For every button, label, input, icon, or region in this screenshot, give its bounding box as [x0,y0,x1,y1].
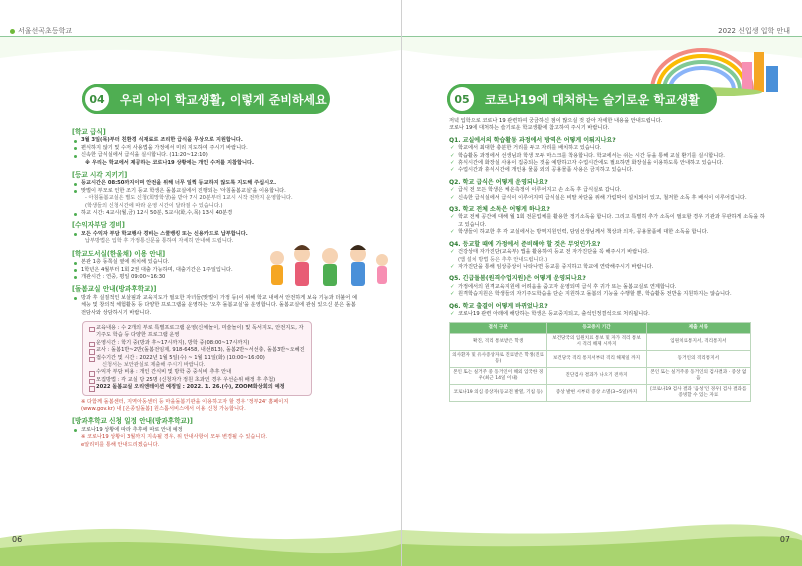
section-title: 우리 아이 학교생활, 이렇게 준비하세요 [120,92,327,107]
header-rule [402,36,802,37]
table-header: 결석 구분 [450,323,547,334]
qa-answer: ✓ 코로나19 관련 아래에 해당하는 학생은 등교중지되고, 출석인정결석으로 처리됩니다. [449,311,769,318]
qa-answer: ✓ 급식 전 모든 학생은 체온측정이 이루어지고 손 소독 후 급식실로 갑니다. [449,187,769,194]
care-warning: ※ 다함께 돌봄센터, 지역아동센터 등 마을돌봄기관을 이용하고자 할 경우 '정부24' 홈페이지 [81,398,289,405]
care-box-row: 모집방법 : 각 교실 당 25명 (신청자가 정원 초과인 경우 우선순위 배정 후 추첨) [88,377,306,384]
table-row [450,385,751,402]
attendance-table [449,322,751,402]
qa-answer: ✓ 수업시간과 휴식시간에 개인용 물품 외의 공용물품 사용은 금지하고 있습니다. [449,167,769,174]
section-number: 05 [447,84,477,114]
table-cell: 증상 발현 시부터 증상 소멸(3~5일)까지 [547,385,646,402]
afterschool-heading: [방과후학교 신청 일정 안내(방과후학교)] [72,417,193,426]
care-box-row: 2022 돌봄교실 오리엔테이션 예정일 : 2022. 1. 26.(수), ZOOM화상회의 예정 [88,384,306,391]
qa-answer: ✓ 학교 전체 공간에 대해 월 1회 전문업체를 활용한 정기소독을 합니다. 그리고 특별히 추가 소독이 필요할 경우 기관과 무관하게 소독을 하고 있습니다. [449,214,769,229]
guide-title: 2022 신입생 입학 안내 [718,27,790,35]
care-heading: [돌봄교실 안내(방과후학교)] [72,285,157,294]
library-item: 1학년은 4월부터 1회 2권 대출 가능하며, 대출기간은 1주일입니다. [72,267,357,274]
page-number: 07 [779,535,790,544]
afterschool-item: 코로나19 상황에 따라 추후에 따로 안내 예정 [72,427,357,434]
section-title-pill [82,84,330,114]
library-heading: [학교도서실(한울채) 이용 안내] [72,249,166,258]
qa-answer: ✓ 건강상태 자가진단(교육부) 앱을 활용하여 등교 전 자가진단을 꼭 해주시기 바랍니다. [449,249,769,256]
care-box-row: 접수기간 및 시간 : 2022년 1월 5일(수) ~ 1월 11일(화) (10:00~16:00) [88,355,306,362]
care-warning: (www.gov.kr) 내 [온종일돌봄] 원스톱서비스에서 이용 신청 가능합니다. [81,406,246,412]
table-row [450,351,751,368]
lunch-heading: [학교 급식] [72,128,106,136]
table-cell: 코로나19 의심 증상자(등교전 발열, 기침 등) [450,385,547,402]
table-cell: 본인 또는 실거주중 동거인의 검사결과 · 증상 없음 [646,368,750,385]
bullet-dot-icon [10,29,15,34]
afterschool-warning: ※ 코로나19 상황이 3월까지 지속될 경우, 위 안내사항이 모두 변경될 수 있습니다. [81,434,268,441]
qa-answer: ✓ 신속한 급식실에서 급식이 이루어지며 급식실은 비말 차단을 위해 가림막이 설치되어 있고, 철저한 소독 후 배식이 이루어집니다. [449,195,769,202]
fees-item: 납부방법은 입학 후 가정통신문을 통하여 자세히 안내해 드립니다. [85,238,234,245]
qa-answer: ✓ 학습활동 과정에서 선생님과 학생 모두 마스크를 착용합니다. 학교에서는 쉬는 시간 등을 통해 교실 환기를 실시합니다. [449,153,769,160]
arrival-sub: - 아침돌봄교실은 별도 신청(희망학생)을 받아 7시 20분부터 1교시 시작 전까지 운영합니다. [85,195,293,202]
care-box-row: 운영시간 : 학기 중(방과 후~17시까지), 방학 중(08:00~17시까지) [88,340,306,347]
table-cell: 본인 또는 실거주 중 동거인이 해외 입국한 경우(최근 14일 이내) [450,368,547,385]
right-content [449,118,769,402]
care-info-box [82,321,312,396]
qa-answer-note: (앱 설치 방법 등은 추후 안내드립니다.) [458,256,548,263]
qa-question: Q2. 학교 급식은 어떻게 운영되나요? [449,178,548,186]
section-number: 04 [82,84,112,114]
table-cell: 보건당국의 입원치료 통보 및 자가 격리 통보 시 격리 해제 시까지 [547,334,646,351]
qa-answer: ✓ 자가진단을 통해 임상증상이 나타나면 등교를 중지하고 학교에 연락해주시기 바랍니다. [449,264,769,271]
qa-question: Q6. 학교 출결이 어떻게 바뀌었나요? [449,302,548,310]
lunch-note: ※ 우리는 학교에서 제공하는 코로나19 상황에는 개인 수저를 지참합니다. [85,159,254,166]
table-cell: 확진, 격리 통보받은 학생 [450,334,547,351]
library-item: 본관 1층 동쪽실 옆에 위치해 있습니다. [72,259,357,266]
qa-answer: ✓ 휴식시간에 화장실 사용이 집중되는 것을 예방하고자 수업시간에도 필요하면 화장실을 이용하도록 안내하고 있습니다. [449,160,769,167]
section-title: 코로나19에 대처하는 슬기로운 학교생활 [485,92,700,107]
intro-line: 코로나 19에 대처하는 슬기로운 학교생활에 참고하여 주시기 바랍니다. [449,125,610,132]
school-name-text: 서울선곡초등학교 [18,27,73,35]
qa-answer: ✓ 학교에서 최대한 충분한 거리를 두고 자리를 배치하고 있습니다. [449,145,769,152]
arrival-item [72,180,357,187]
table-cell: 동거인의 격리통지서 [646,351,750,368]
qa-answer: ✓ 학생들이 하교한 후 각 교실에서는 방역지원인력, 담임선생님께서 책상과 의자, 공용물품에 대한 소독을 합니다. [449,229,769,236]
fees-heading: [수익자부담 경비] [72,221,125,230]
arrival-item-text: 등교시간은 08:50까지이며 안전을 위해 너무 일찍 등교하지 않도록 지도해 주십시오. [81,180,277,187]
table-header: 등교중지 기간 [547,323,646,334]
grass-decoration [0,508,401,566]
care-box-sub: 신청서는 보안관실로 제출해 주시기 바랍니다. [102,361,206,368]
lunch-item: 신속한 급식실에서 급식을 실시합니다. (11:20~12:10) [72,152,357,159]
qa-answer: ✓ 가정에서의 원격교육지원에 어려움을 줌고자 운영되며 급식 후 귀가 또는 돌봄교실로 연계합니다. [449,284,769,291]
afterschool-warning: e알리미를 통해 안내드리겠습니다. [81,441,160,448]
lunch-item: 편식하지 않기 및 수저 사용법을 가정에서 미리 지도하여 주시기 바랍니다. [72,145,357,152]
right-page [401,0,802,566]
table-cell: 의사환자 및 유사증상자로 진료받은 학생(진료 등) [450,351,547,368]
table-header: 제출 서류 [646,323,750,334]
qa-question: Q5. 긴급돌봄(원격수업지원)은 어떻게 운영되나요? [449,275,586,283]
section-title-pill [447,84,717,114]
header-rule [0,36,401,37]
qa-question: Q3. 학교 전체 소독은 어떻게 하나요? [449,206,550,214]
care-box-row: 수익자 부담 비용 : 개인 간식비 및 방학 중 중식비 추후 안내 [88,369,306,376]
qa-question: Q4. 등교할 때에 가정에서 준비해야 할 것은 무엇인가요? [449,240,601,248]
table-row [450,334,751,351]
school-name [10,26,72,36]
grass-decoration [402,508,802,566]
arrival-item: 맞벌이 부모로 인한 조기 등교 학생은 돌봄교실에서 진행되는 '아침돌봄교실'을 이용합니다. [72,188,357,195]
arrival-heading: [등교 시각 지키기] [72,171,128,180]
care-item: 방과 후 실질적인 보살핌과 교육지도가 필요한 자녀들(맞벌이 가정 등)이 위해 학교 내에서 안전하게 보육 기능과 더불어 예체능 및 창의적 체험활동 등 다양한 프로그램을 운영하는 '오후 돌봄교실'을 운영합니다. 돌봄교실에 관심 있으신 분은 돌봄 전담사와 상담하시기 바랍니다. [72,295,357,317]
care-box-row: 교육내용 : 수 2개의 부로 특별프로그램 운영(신체놀이, 미술놀이) 및 독서지도, 안전지도, 자기주도 학습 등 다양한 프로그램 운영 [88,325,306,340]
fees-item-text: 모든 수익자 부담 학교행사 경비는 스쿨뱅킹 또는 신용카드로 납부합니다. [81,230,248,237]
table-row [450,368,751,385]
children-illustration [262,232,392,302]
qa-question: Q1. 교실에서의 학습활동 과정에서 방역은 어떻게 이뤄지나요? [449,136,616,144]
page-number: 06 [12,535,23,544]
table-cell: 진단검사 결과가 나오기 전까지 [547,368,646,385]
lunch-item [72,137,357,144]
intro-line: 저녁 입학으로 코로나 19 관련하여 궁금하신 점이 많으실 것 같아 자세한 내용을 안내드립니다. [449,118,663,124]
table-cell: 보건당국 격리 통지서부터 격리 해제일 까지 [547,351,646,368]
table-cell: 입원치료통지서, 격리통지서 [646,334,750,351]
care-box-row: 교사 : 돌봄1반~2반(돌봄전임제, 918-6458, 내선813), 돌봄2반~서선충, 돌봄3반~오혜진 [88,347,306,354]
arrival-sub: (학생들의 신청시간에 따라 운영 시간이 달라질 수 있습니다.) [85,202,223,209]
table-cell: [코로나19 검사 결과 '음성'인 경우] 검사 결과를 증빙할 수 있는 자료 [646,385,750,402]
arrival-item: 하교 시간: 4교시(월,금) 12시 50분, 5교시(화,수,목) 13시 40분경 [72,210,357,217]
lunch-item-text: 3월 3일(목)부터 친환경 식재료로 조리한 급식을 무상으로 지원합니다. [81,137,243,144]
qa-answer: ✓ 원격학습지원은 학생들의 자기주도학습을 단순 지원하고 돌봄의 기능을 수행할 뿐, 학습활동 전반을 지원하지는 않습니다. [449,291,769,298]
library-item: 개관시간 : 연중, 평일 09:00~16:30 [72,274,357,281]
